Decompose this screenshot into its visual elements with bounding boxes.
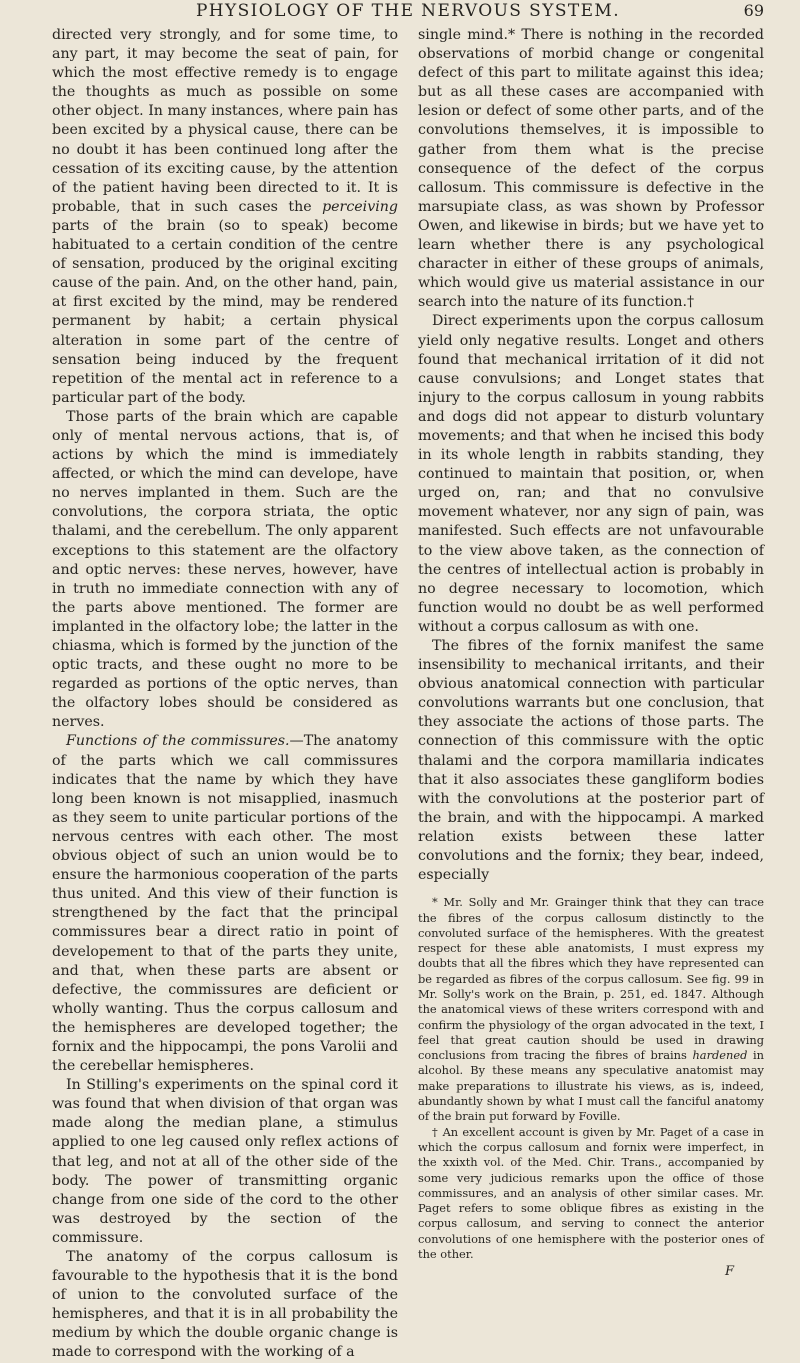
page-number: 69 [743,1,764,20]
paragraph: The anatomy of the corpus callosum is favourable to the hypothesis that it is the bond of union to the convoluted surface of the hemispheres, and that it is in all probability the medium by which the double organic change is made to correspond with the working of a [52,1249,398,1361]
paragraph: Those parts of the brain which are capable only of mental nervous actions, that is, of actions by which the mind is immediately affected, or which the mind can develope, have no nerves implanted in them. Such are the convolutions, the corpora striata, the optic thalami, and the cerebellum. The only apparent exceptions to this statement are the olfactory and optic nerves: these nerves, however, have in truth no immediate connection with any of the parts above mentioned. The former are implanted in the olfactory lobe; the latter in the chiasma, which is formed by the junction of the optic tracts, and these ought no more to be regarded as portions of the optic nerves, than the olfactory lobes should be considered as nerves. [52,408,398,731]
text-run: in alcohol. By these means any speculative anatomist may make preparations to illustrate his views, as is, indeed, abundantly shown by what I must call the fanciful anatomy of the brain put forward by Foville. [418,1048,764,1124]
footnote: † An excellent account is given by Mr. Paget of a case in which the corpus callosum and fornix were imperfect, in the xxixth vol. of the Med. Chir. Trans., accompanied by some very judicious remarks upon the office of those commissures, and an analysis of other similar cases. Mr. Paget refers to some oblique fibres as existing in the corpus callosum, and serving to connect the anterior convolutions of one hemisphere with the posterior ones of the other. [418,1124,764,1262]
paragraph: Direct experiments upon the corpus callosum yield only negative results. Longet and others found that mechanical irritation of it did not cause convulsions; and Longet states that injury to the corpus callosum in young rabbits and dogs did not appear to disturb voluntary movements; and that when he incised this body in its whole length in rabbits standing, they continued to maintain that position, or, when urged on, ran; and that no convulsive movement whatever, nor any sign of pain, was manifested. Such effects are not unfavourable to the view above taken, as the connection of the centres of intellectual action is probably in no degree necessary to locomotion, which function would no doubt be as well performed without a corpus callosum as with one. [418,313,764,635]
text-run: —The anatomy of the parts which we call commissures indicates that the name by which they have long been known is not misapplied, inasmuch as they seem to unite particular portions of the nervous centres with each other. The most obvious object of such an union would be to ensure the harmonious cooperation of the parts thus united. And this view of their function is strengthened by the fact that the principal commissures bear a direct ratio in point of developement to that of the parts they unite, and that, when these parts are absent or defective, the commissures are deficient or wholly wanting. Thus the corpus callosum and the hemispheres are developed together; the fornix and the hippocampi, the pons Varolii and the cerebellar hemispheres. [52,733,399,1075]
emphasis: perceiving [322,198,398,215]
footnotes [418,895,764,1262]
emphasis: hardened [692,1048,748,1063]
footnote [418,895,764,1124]
signature-mark: F [724,1264,734,1280]
text-run: directed very strongly, and for some time, to any part, it may become the seat of pain, for which the most effective remedy is to engage the thoughts as much as possible on some other object. In many instances, where pain has been excited by a physical cause, there can be no doubt it has been continued long after the cessation of its exciting cause, by the attention of the patient having been directed to it. It is probable, that in such cases the [52,27,398,215]
running-title: PHYSIOLOGY OF THE NERVOUS SYSTEM. [195,1,621,21]
text-columns [52,26,764,1363]
paragraph: single mind.* There is nothing in the recorded observations of morbid change or congenital defect of this part to militate against this idea; but as all these cases are accompanied with lesion or defect of some other parts, and of the convolutions themselves, it is impossible to gather from them what is the precise consequence of the defect of the corpus callosum. This commissure is defective in the marsupiate class, as was shown by Professor Owen, and likewise in birds; but we have yet to learn whether there is any psychological character in either of these groups of animals, which would give us material assistance in our search into the nature of its function.† [418,27,764,311]
left-column [52,26,398,1363]
running-header [52,0,764,26]
text-run: parts of the brain (so to speak) become habituated to a certain condition of the centre of sensation, produced by the original exciting cause of the pain. And, on the other hand, pain, at first excited by the mind, may be rendered permanent by habit; a certain physical alteration in some part of the centre of sensation being induced by the frequent repetition of the mental act in reference to a particular part of the body. [52,217,398,406]
right-column [418,26,764,1363]
paragraph: The fibres of the fornix manifest the same insensibility to mechanical irritants, and their obvious anatomical connection with particular convolutions warrants but one conclusion, that they associate the actions of those parts. The connection of this commissure with the optic thalami and the corpora mamillaria indicates that it also associates these gangliform bodies with the convolutions at the posterior part of the brain, and with the hippocampi. A marked relation exists between these latter convolutions and the fornix; they bear, indeed, especially [418,638,764,884]
paragraph [52,26,398,408]
paragraph [52,732,398,1076]
text-run: * Mr. Solly and Mr. Grainger think that they can trace the fibres of the corpus callosum distinctly to the convoluted surface of the hemispheres. With the greatest respect for these able anatomists, I must express my doubts that all the fibres which they have represented can be regarded as fibres of the corpus callosum. See fig. 99 in Mr. Solly's work on the Brain, p. 251, ed. 1847. Although the anatomical views of these writers correspond with and confirm the physiology of the organ advocated in the text, I feel that great caution should be used in drawing conclusions from tracing the fibres of brains [418,895,764,1063]
paragraph: In Stilling's experiments on the spinal cord it was found that when division of that organ was made along the median plane, a stimulus applied to one leg caused only reflex actions of that leg, and not at all of the other side of the body. The power of transmitting organic change from one side of the cord to the other was destroyed by the section of the commissure. [52,1077,398,1246]
section-heading: Functions of the commissures. [66,733,290,750]
